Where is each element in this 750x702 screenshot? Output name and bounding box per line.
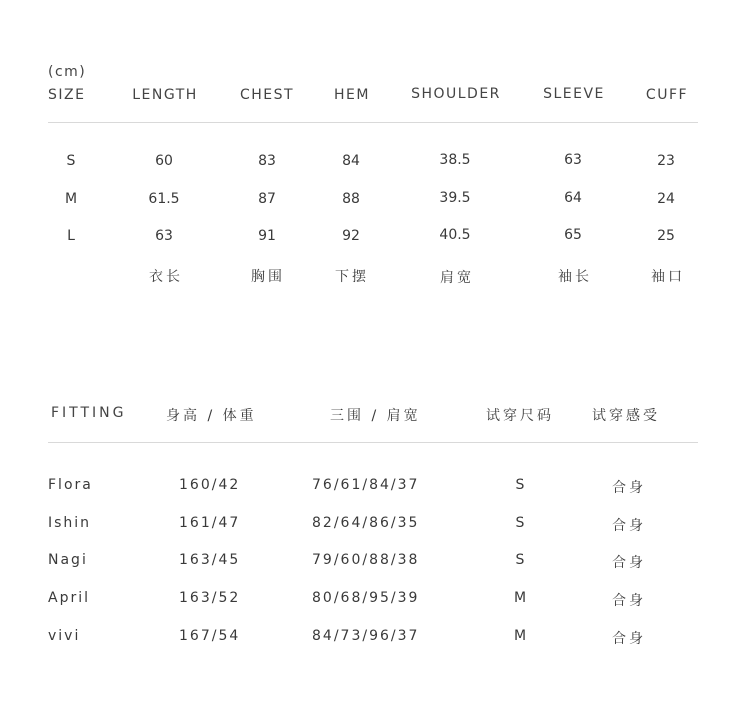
header-sleeve: SLEEVE — [543, 86, 605, 102]
fit-feedback-cell: 合身 — [612, 593, 646, 609]
fit-feedback-cell: 合身 — [612, 518, 646, 534]
header-shoulder: SHOULDER — [411, 86, 501, 102]
tried-size-cell: S — [515, 552, 525, 568]
cuff-cell: 23 — [657, 153, 675, 169]
measurements-cell: 80/68/95/39 — [312, 590, 420, 606]
sleeve-cell: 63 — [564, 152, 582, 168]
cuff-cell: 24 — [657, 191, 675, 207]
label-hem-zh: 下摆 — [335, 269, 369, 285]
header-length: LENGTH — [132, 87, 198, 103]
model-name: Nagi — [48, 552, 88, 568]
label-length-zh: 衣长 — [149, 269, 183, 285]
chest-cell: 83 — [258, 153, 276, 169]
header-fit-feedback: 试穿感受 — [592, 408, 660, 424]
height-weight-cell: 161/47 — [179, 515, 241, 531]
label-chest-zh: 胸围 — [251, 269, 285, 285]
tried-size-cell: M — [513, 628, 527, 644]
header-hem: HEM — [334, 87, 370, 103]
length-cell: 63 — [155, 228, 173, 244]
measurements-cell: 84/73/96/37 — [312, 628, 420, 644]
label-cuff-zh: 袖口 — [651, 269, 685, 285]
fit-feedback-cell: 合身 — [612, 631, 646, 647]
header-cuff: CUFF — [645, 87, 689, 103]
label-shoulder-zh: 肩宽 — [440, 270, 474, 286]
hem-cell: 84 — [342, 153, 360, 169]
hem-cell: 92 — [342, 228, 360, 244]
header-measurements: 三围 / 肩宽 — [330, 408, 421, 424]
chest-cell: 91 — [258, 228, 276, 244]
measurements-cell: 82/64/86/35 — [312, 515, 420, 531]
model-name: April — [48, 590, 90, 606]
header-chest: CHEST — [239, 87, 295, 103]
tried-size-cell: M — [513, 590, 527, 606]
header-size: SIZE — [48, 87, 86, 103]
unit-label: (cm) — [48, 64, 87, 80]
fit-feedback-cell: 合身 — [612, 555, 646, 571]
model-name: vivi — [48, 628, 81, 644]
length-cell: 60 — [155, 153, 173, 169]
height-weight-cell: 163/52 — [179, 590, 241, 606]
hem-cell: 88 — [342, 191, 360, 207]
header-tried-size: 试穿尺码 — [486, 408, 554, 424]
shoulder-cell: 38.5 — [439, 152, 471, 168]
fitting-table-divider — [48, 442, 698, 443]
shoulder-cell: 40.5 — [439, 227, 471, 243]
height-weight-cell: 167/54 — [179, 628, 241, 644]
shoulder-cell: 39.5 — [439, 190, 471, 206]
measurements-cell: 76/61/84/37 — [312, 477, 420, 493]
height-weight-cell: 163/45 — [179, 552, 241, 568]
tried-size-cell: S — [515, 477, 525, 493]
size-table-divider — [48, 122, 698, 123]
size-cell: M — [64, 191, 78, 207]
model-name: Flora — [48, 477, 93, 493]
header-fitting: FITTING — [51, 405, 127, 421]
cuff-cell: 25 — [657, 228, 675, 244]
label-sleeve-zh: 袖长 — [558, 269, 592, 285]
sleeve-cell: 64 — [564, 190, 582, 206]
chest-cell: 87 — [258, 191, 276, 207]
length-cell: 61.5 — [148, 191, 180, 207]
height-weight-cell: 160/42 — [179, 477, 241, 493]
model-name: Ishin — [48, 515, 92, 531]
header-height-weight: 身高 / 体重 — [166, 408, 257, 424]
sleeve-cell: 65 — [564, 227, 582, 243]
measurements-cell: 79/60/88/38 — [312, 552, 420, 568]
tried-size-cell: S — [515, 515, 525, 531]
size-cell: S — [66, 153, 76, 169]
size-cell: L — [67, 228, 75, 244]
fit-feedback-cell: 合身 — [612, 480, 646, 496]
